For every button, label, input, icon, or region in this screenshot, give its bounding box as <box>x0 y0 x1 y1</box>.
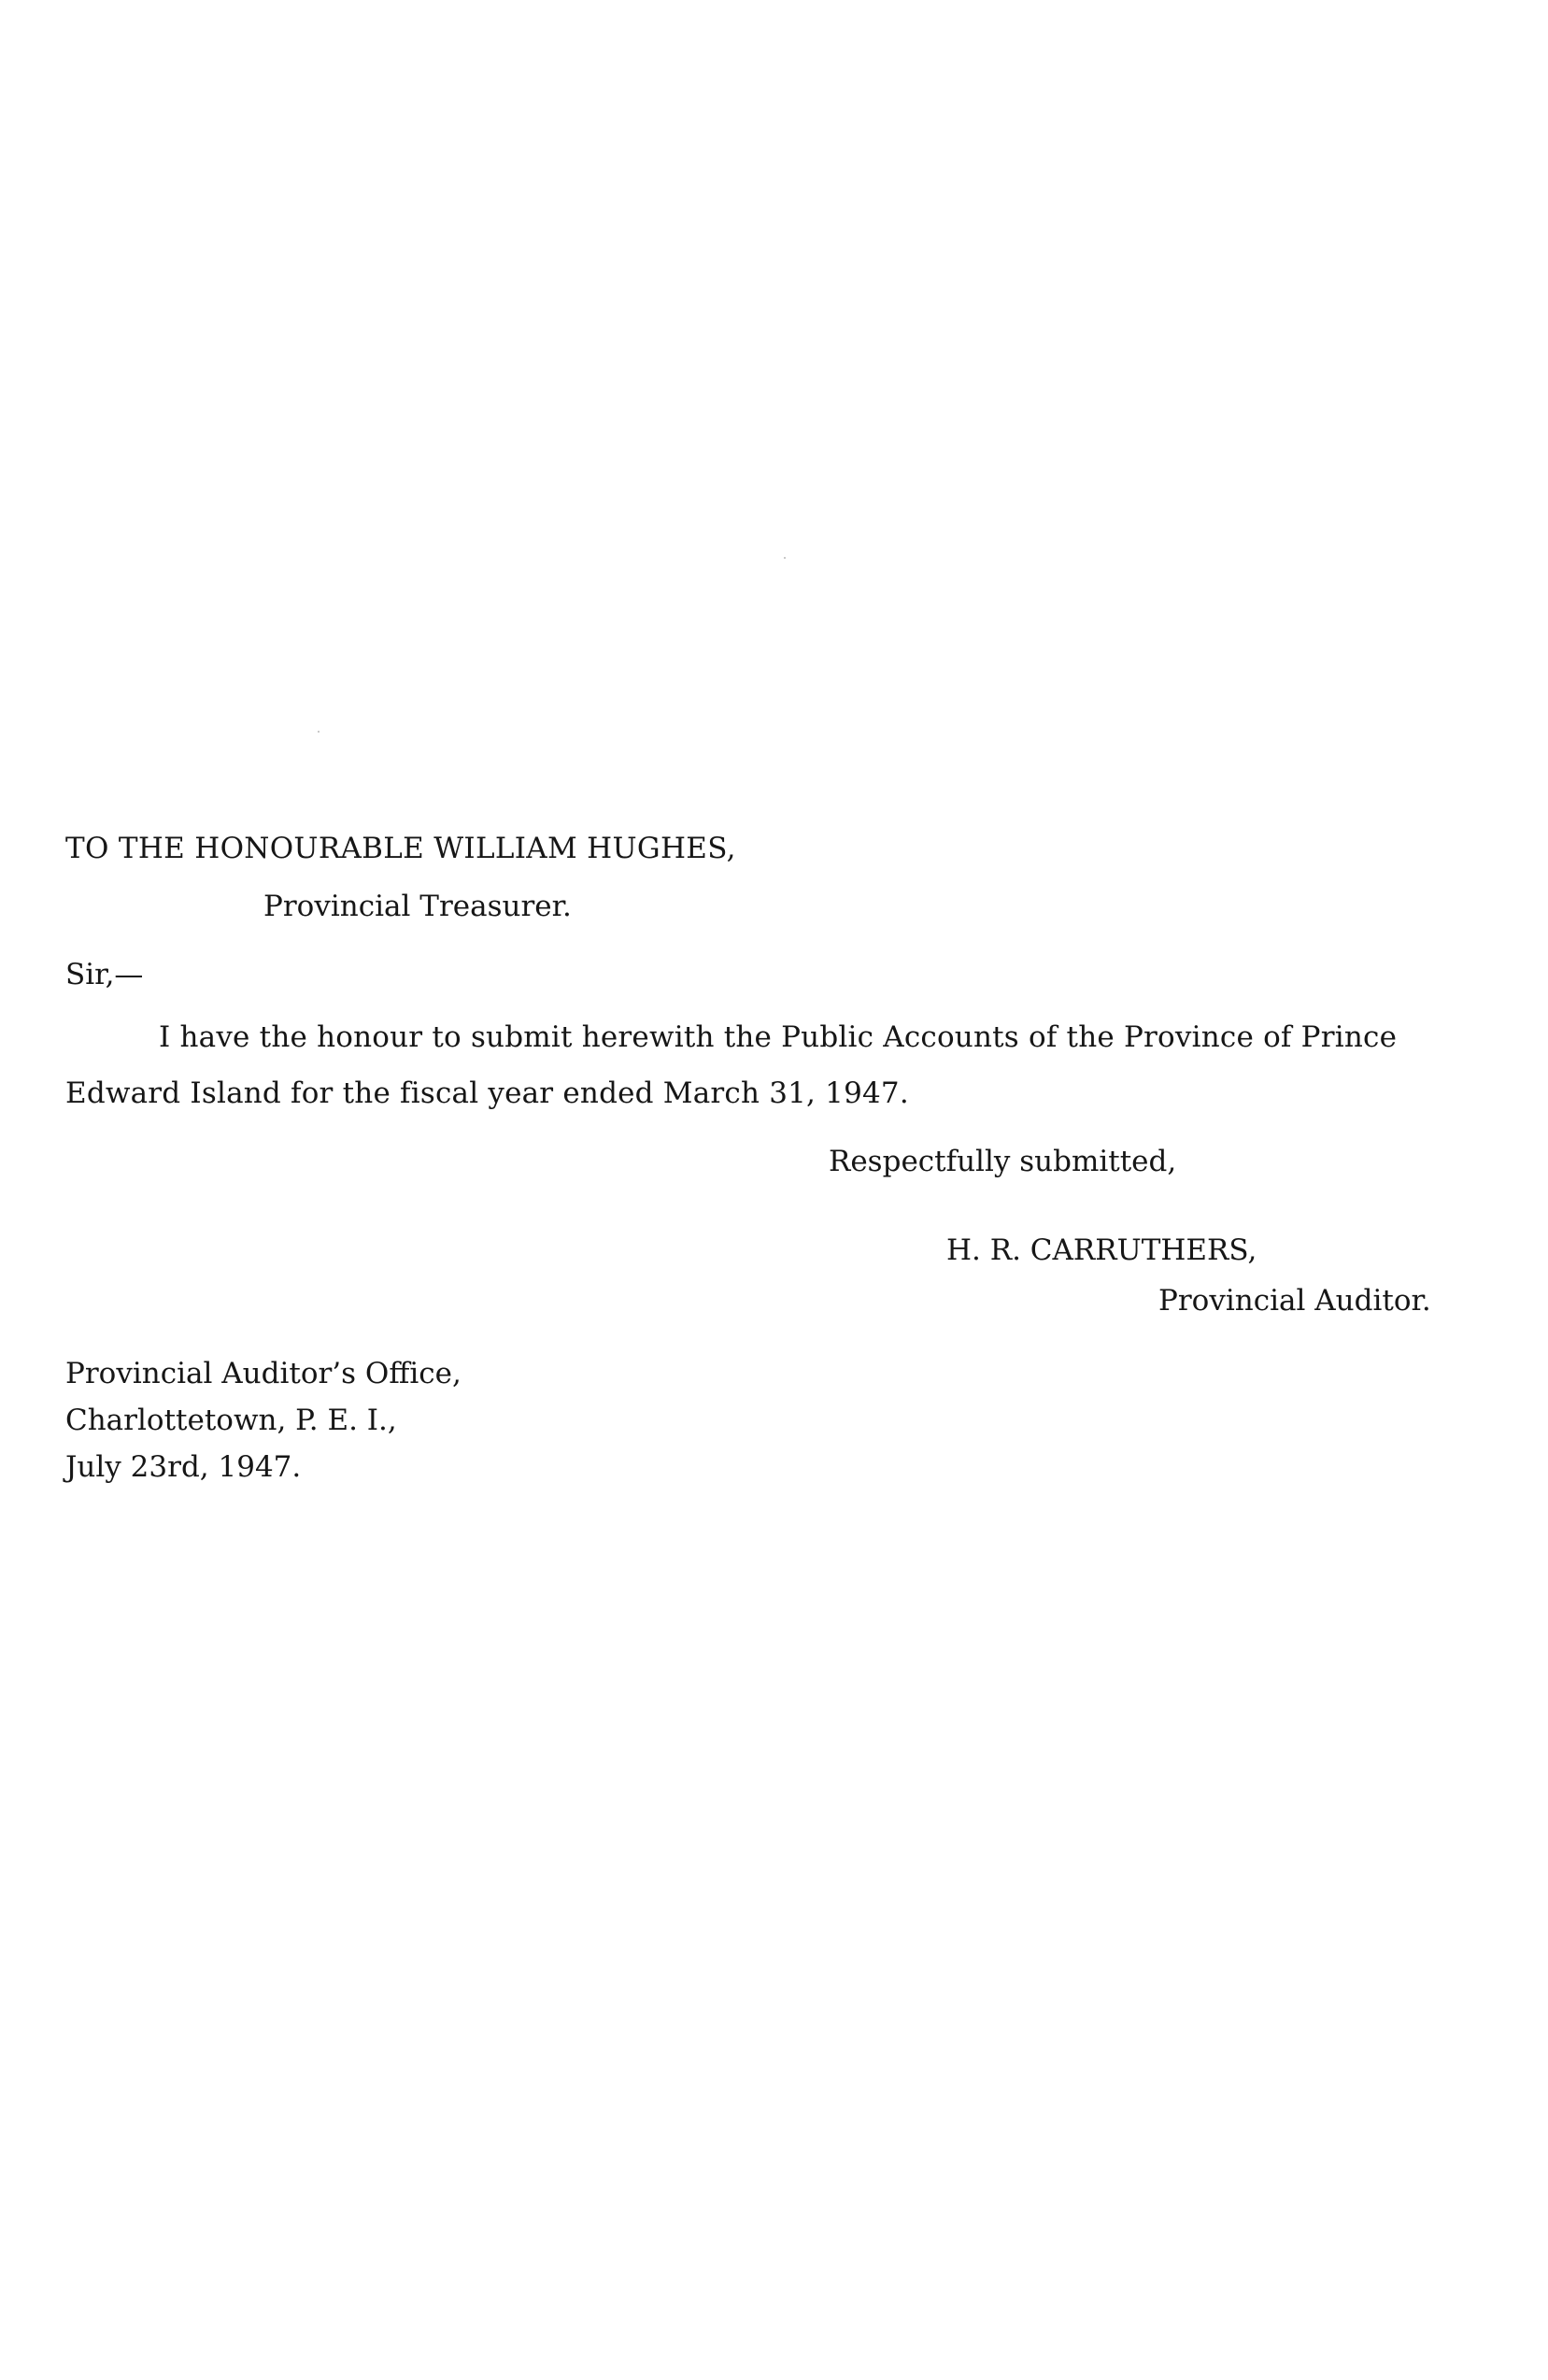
closing: Respectfully submitted, <box>829 1145 1177 1178</box>
signer-title: Provincial Auditor. <box>1158 1284 1431 1318</box>
body-text-line-2: Edward Island for the fiscal year ended March 31, 1947. <box>65 1076 909 1110</box>
scan-speck <box>784 557 786 559</box>
office-address-line-2: Charlottetown, P. E. I., <box>65 1404 397 1437</box>
scan-speck <box>318 731 320 733</box>
signer-name: H. R. CARRUTHERS, <box>946 1233 1257 1267</box>
addressee-line: TO THE HONOURABLE WILLIAM HUGHES, <box>65 832 736 865</box>
body-text-line-1: I have the honour to submit herewith the Public Accounts of the Province of Prince <box>159 1020 1398 1054</box>
salutation: Sir,— <box>65 958 144 991</box>
office-address-line-1: Provincial Auditor’s Office, <box>65 1357 462 1390</box>
office-date-line: July 23rd, 1947. <box>65 1450 302 1484</box>
addressee-title: Provincial Treasurer. <box>263 890 572 923</box>
